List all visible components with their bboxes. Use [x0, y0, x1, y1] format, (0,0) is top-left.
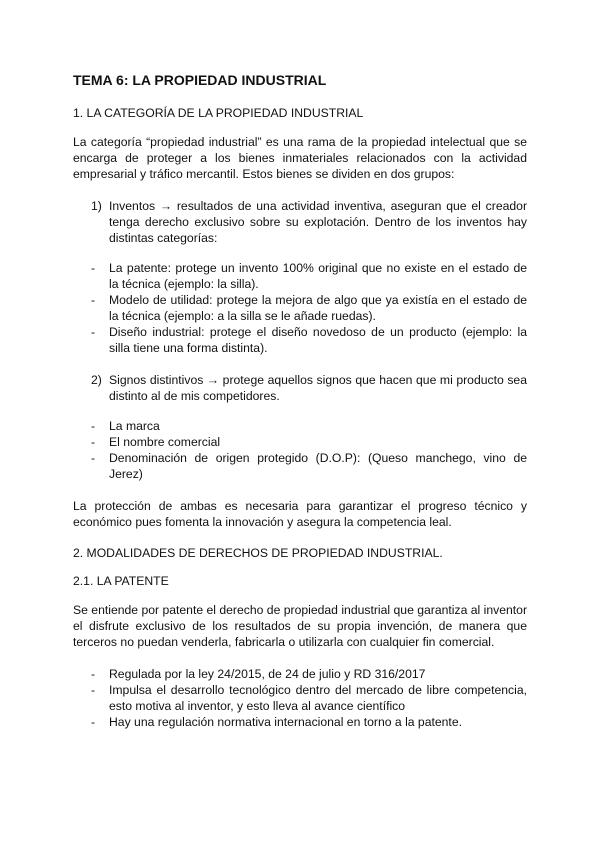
list-item-text: Impulsa el desarrollo tecnológico dentro del mercado de libre competencia, esto motiva al inventor, y esto lleva al avance científico [109, 683, 527, 713]
dash-bullet: - [91, 261, 96, 275]
dash-bullet: - [91, 435, 96, 449]
group-2-list [73, 372, 527, 404]
group-2-text: Signos distintivos → protege aquellos signos que hacen que mi producto sea distinto al de mis competidores. [109, 373, 527, 403]
dash-bullet: - [91, 667, 96, 681]
list-item-text: Regulada por la ley 24/2015, de 24 de julio y RD 316/2017 [109, 667, 426, 681]
patent-definition: Se entiende por patente el derecho de propiedad industrial que garantiza al inventor el disfrute exclusivo de los resultados de su propia invención, de manera que terceros no puedan venderla, fabricarla o utilizarla con cualquier fin comercial. [73, 603, 527, 649]
group-2-number: 2) [91, 373, 102, 387]
list-item-text: El nombre comercial [109, 435, 221, 449]
section-1-closing: La protección de ambas es necesaria para garantizar el progreso técnico y económico pues fomenta la innovación y asegura la competencia leal. [73, 499, 527, 529]
document-title: TEMA 6: LA PROPIEDAD INDUSTRIAL [73, 72, 327, 88]
section-2-heading: 2. MODALIDADES DE DERECHOS DE PROPIEDAD INDUSTRIAL. [73, 546, 443, 560]
section-1-intro: La categoría “propiedad industrial” es una rama de la propiedad intelectual que se encarga de proteger a los bienes inmateriales relacionados con la actividad empresarial y tráfico mercantil. Estos bienes se dividen en dos grupos: [73, 135, 527, 181]
dash-bullet: - [91, 451, 96, 465]
section-2-1-heading: 2.1. LA PATENTE [73, 574, 169, 588]
dash-bullet: - [91, 715, 96, 729]
list-item [73, 450, 527, 482]
list-item-text: Denominación de origen protegido (D.O.P): (Queso manchego, vino de Jerez) [109, 451, 527, 481]
distinctive-signs-list [73, 418, 527, 482]
list-item-text: Hay una regulación normativa internacional en torno a la patente. [109, 715, 462, 729]
list-item [73, 434, 527, 450]
patent-list [73, 666, 527, 730]
group-2-item [73, 372, 527, 404]
dash-bullet: - [91, 325, 96, 339]
dash-bullet: - [91, 683, 96, 697]
dash-bullet: - [91, 419, 96, 433]
list-item-text: La marca [109, 419, 160, 433]
list-item-text: Diseño industrial: protege el diseño novedoso de un producto (ejemplo: la silla tiene una forma distinta). [109, 325, 527, 355]
list-item [73, 324, 527, 356]
list-item [73, 260, 527, 292]
section-1-heading: 1. LA CATEGORÍA DE LA PROPIEDAD INDUSTRIAL [73, 106, 364, 120]
list-item [73, 666, 527, 682]
dash-bullet: - [91, 293, 96, 307]
list-item [73, 682, 527, 714]
list-item [73, 292, 527, 324]
group-1-text: Inventos → resultados de una actividad inventiva, aseguran que el creador tenga derecho exclusivo sobre su explotación. Dentro de los inventos hay distintas categorías: [109, 199, 527, 245]
inventions-list [73, 260, 527, 356]
group-1-number: 1) [91, 199, 102, 213]
list-item-text: Modelo de utilidad: protege la mejora de algo que ya existía en el estado de la técnica (ejemplo: a la silla se le añade ruedas). [109, 293, 527, 323]
list-item [73, 714, 527, 730]
list-item-text: La patente: protege un invento 100% original que no existe en el estado de la técnica (ejemplo: la silla). [109, 261, 527, 291]
list-item [73, 418, 527, 434]
group-1-item [73, 198, 527, 246]
group-1-list [73, 198, 527, 246]
